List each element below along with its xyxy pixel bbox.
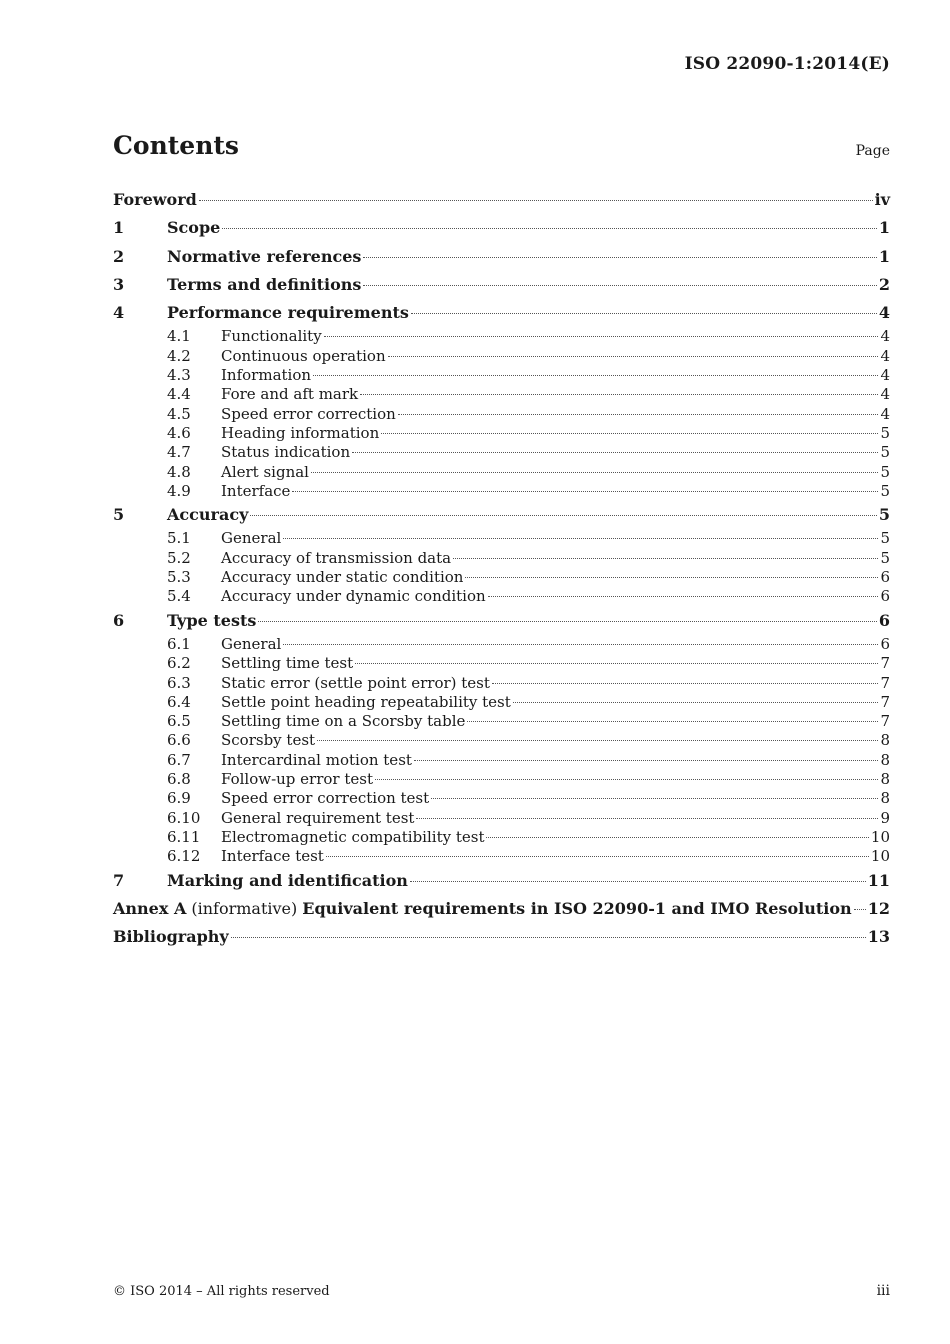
toc-entry[interactable] <box>113 271 890 299</box>
dot-leader <box>352 452 878 453</box>
dot-leader <box>465 577 878 578</box>
toc-entry-title: Information <box>221 366 312 385</box>
toc-entry[interactable] <box>113 424 890 443</box>
toc-entry[interactable] <box>113 385 890 404</box>
dot-leader <box>326 856 869 857</box>
toc-entry-title: Speed error correction <box>221 404 396 423</box>
toc-entry[interactable] <box>113 327 890 346</box>
toc-entry-title: Foreword <box>113 190 197 209</box>
toc-entry-page: 13 <box>867 927 890 947</box>
dot-leader <box>258 621 877 622</box>
toc-entry-page: 5 <box>880 462 890 481</box>
dot-leader <box>250 515 876 516</box>
toc-entry-page: 7 <box>880 654 890 673</box>
toc-entry-title: Scorsby test <box>221 731 316 750</box>
dot-leader <box>467 721 878 722</box>
toc-entry-page: 4 <box>880 327 890 346</box>
toc-entry-page: 8 <box>880 731 890 750</box>
dot-leader <box>360 394 878 395</box>
toc-entry-page: 5 <box>878 505 890 525</box>
toc-entry-number: 6.6 <box>167 731 191 750</box>
toc-entry-title: Heading information <box>221 423 380 442</box>
dot-leader <box>486 837 868 838</box>
toc-entry[interactable] <box>113 847 890 866</box>
toc-entry-number: 4.7 <box>167 443 191 462</box>
dot-leader <box>375 779 878 780</box>
toc-entry[interactable] <box>113 587 890 606</box>
toc-entry-number: 6.11 <box>167 827 201 846</box>
dot-leader <box>854 909 866 910</box>
page-number: iii <box>876 1283 890 1299</box>
toc-entry-page: 1 <box>878 218 890 238</box>
dot-leader <box>292 491 878 492</box>
dot-leader <box>231 937 866 938</box>
toc-entry[interactable] <box>113 789 890 808</box>
toc-entry-page: 8 <box>880 750 890 769</box>
toc-entry-number: 6.4 <box>167 692 191 711</box>
toc-entry-page: 5 <box>880 423 890 442</box>
dot-leader <box>488 596 879 597</box>
toc-entry-number: 6.7 <box>167 750 191 769</box>
toc-entry-page: 4 <box>880 346 890 365</box>
toc-entry[interactable] <box>113 549 890 568</box>
toc-entry[interactable] <box>113 299 890 327</box>
toc-entry-title: Type tests <box>167 610 257 630</box>
toc-entry-number: 4 <box>113 303 125 323</box>
toc-entry-title: Settle point heading repeatability test <box>221 692 511 711</box>
toc-entry[interactable] <box>113 751 890 770</box>
toc-entry-title: Accuracy under dynamic condition <box>221 587 486 606</box>
toc-entry-number: 6.3 <box>167 673 191 692</box>
toc-entry[interactable] <box>113 568 890 587</box>
toc-entry-page: 9 <box>880 808 890 827</box>
toc-entry-page: 2 <box>878 274 890 294</box>
dot-leader <box>317 740 878 741</box>
toc-entry-number: 6.12 <box>167 847 201 866</box>
toc-entry-number: 5.2 <box>167 548 191 567</box>
dot-leader <box>324 336 879 337</box>
toc-entry-title: Normative references <box>167 246 362 266</box>
toc-entry-number: 6.9 <box>167 789 191 808</box>
toc-entry[interactable] <box>113 770 890 789</box>
toc-entry-page: 5 <box>880 481 890 500</box>
toc-entry-title: General <box>221 634 282 653</box>
toc-entry[interactable] <box>113 654 890 673</box>
toc-entry-title: Interface test <box>221 847 324 866</box>
toc-entry[interactable] <box>113 712 890 731</box>
toc-entry-page: 10 <box>870 847 890 866</box>
toc-entry[interactable] <box>113 731 890 750</box>
toc-entry-number: 3 <box>113 274 125 294</box>
toc-entry[interactable] <box>113 482 890 501</box>
contents-title: Contents <box>113 131 240 160</box>
dot-leader <box>311 472 878 473</box>
toc-entry-title: Accuracy under static condition <box>221 568 464 587</box>
toc-entry[interactable] <box>113 501 890 529</box>
toc-entry-page: 6 <box>880 634 890 653</box>
toc-entry-page: 4 <box>880 404 890 423</box>
toc-entry-title: Alert signal <box>221 462 309 481</box>
toc-entry-title: Marking and identification <box>167 870 408 890</box>
toc-entry-title: General <box>221 529 282 548</box>
toc-entry-number: 4.8 <box>167 462 191 481</box>
toc-entry-page: 6 <box>878 610 890 630</box>
toc-entry-number: 6.8 <box>167 770 191 789</box>
dot-leader <box>283 538 878 539</box>
toc-entry-title: Scope <box>167 218 221 238</box>
toc-entry-title: Performance requirements <box>167 303 409 323</box>
toc-entry-page: 1 <box>878 246 890 266</box>
toc-entry-page: 4 <box>880 366 890 385</box>
dot-leader <box>355 663 878 664</box>
toc-entry-title: Electromagnetic compatibility test <box>221 827 485 846</box>
toc-entry-page: 4 <box>878 303 890 323</box>
dot-leader <box>199 200 873 201</box>
toc-entry-page: 5 <box>880 443 890 462</box>
dot-leader <box>388 356 879 357</box>
toc-entry-page: 10 <box>870 827 890 846</box>
toc-entry-number: 6.2 <box>167 654 191 673</box>
toc-entry-page: 7 <box>880 673 890 692</box>
toc-entry-page: 12 <box>867 898 890 918</box>
toc-entry[interactable] <box>113 529 890 548</box>
dot-leader <box>411 313 877 314</box>
toc-entry-title: Functionality <box>221 327 322 346</box>
toc-entry-title: General requirement test <box>221 808 415 827</box>
dot-leader <box>431 798 878 799</box>
toc-entry-number: 6.1 <box>167 634 191 653</box>
dot-leader <box>453 558 878 559</box>
toc-entry-number: 4.1 <box>167 327 191 346</box>
dot-leader <box>513 702 879 703</box>
toc-entry-page: 7 <box>880 692 890 711</box>
annex-informative: (informative) <box>191 898 298 918</box>
toc-entry-page: iv <box>874 190 890 209</box>
toc-entry-page: 6 <box>880 587 890 606</box>
page-column-label: Page <box>855 143 890 159</box>
toc-entry-page: 5 <box>880 529 890 548</box>
dot-leader <box>222 228 877 229</box>
table-of-contents <box>113 186 890 951</box>
toc-entry-number: 5.3 <box>167 568 191 587</box>
toc-entry-number: 6.5 <box>167 712 191 731</box>
toc-entry[interactable] <box>113 635 890 654</box>
toc-entry[interactable] <box>113 405 890 424</box>
toc-entry[interactable] <box>113 463 890 482</box>
toc-entry-title: Status indication <box>221 443 351 462</box>
toc-entry-number: 4.3 <box>167 366 191 385</box>
toc-entry-title: Bibliography <box>113 927 229 947</box>
toc-entry-page: 5 <box>880 548 890 567</box>
toc-entry-title: Static error (settle point error) test <box>221 673 490 692</box>
toc-entry-title: Continuous operation <box>221 346 386 365</box>
toc-entry-number: 6 <box>113 610 125 630</box>
toc-entry-number: 4.5 <box>167 404 191 423</box>
toc-entry-annex-a[interactable] <box>113 895 890 923</box>
dot-leader <box>416 818 878 819</box>
toc-entry-title: Intercardinal motion test <box>221 750 412 769</box>
dot-leader <box>381 433 878 434</box>
toc-entry[interactable] <box>113 867 890 895</box>
document-id: ISO 22090-1:2014(E) <box>684 54 890 74</box>
toc-entry-number: 4.4 <box>167 385 191 404</box>
dot-leader <box>410 881 866 882</box>
toc-entry-number: 5.4 <box>167 587 191 606</box>
toc-entry-number: 4.2 <box>167 346 191 365</box>
toc-entry[interactable] <box>113 607 890 635</box>
dot-leader <box>398 414 879 415</box>
toc-entry[interactable] <box>113 347 890 366</box>
toc-entry-number: 6.10 <box>167 808 201 827</box>
toc-entry-number: 5 <box>113 505 125 525</box>
toc-entry-page: 8 <box>880 770 890 789</box>
dot-leader <box>492 683 879 684</box>
dot-leader <box>313 375 878 376</box>
toc-entry-title: Accuracy of transmission data <box>221 548 452 567</box>
toc-entry[interactable] <box>113 809 890 828</box>
dot-leader <box>363 285 876 286</box>
toc-entry[interactable] <box>113 243 890 271</box>
toc-entry-page: 6 <box>880 568 890 587</box>
toc-entry-bibliography[interactable] <box>113 923 890 951</box>
toc-entry-number: 4.6 <box>167 423 191 442</box>
toc-entry-title: Interface <box>221 481 291 500</box>
toc-entry-page: 7 <box>880 712 890 731</box>
toc-entry[interactable] <box>113 828 890 847</box>
dot-leader <box>283 644 878 645</box>
annex-title: Equivalent requirements in ISO 22090-1 and IMO Resolution <box>302 898 852 918</box>
toc-entry-title: Speed error correction test <box>221 789 430 808</box>
toc-entry[interactable] <box>113 674 890 693</box>
toc-entry-number: 2 <box>113 246 125 266</box>
dot-leader <box>414 760 879 761</box>
toc-entry-title: Fore and aft mark <box>221 385 359 404</box>
toc-entry-number: 4.9 <box>167 481 191 500</box>
annex-label: Annex A <box>113 898 187 918</box>
toc-entry-page: 4 <box>880 385 890 404</box>
toc-entry-page: 11 <box>867 870 890 890</box>
toc-entry-title: Settling time test <box>221 654 354 673</box>
toc-entry-number: 1 <box>113 218 125 238</box>
toc-entry[interactable] <box>113 443 890 462</box>
dot-leader <box>363 257 876 258</box>
toc-entry-number: 5.1 <box>167 529 191 548</box>
toc-entry-title: Follow-up error test <box>221 770 373 789</box>
toc-entry[interactable] <box>113 214 890 242</box>
toc-entry-title: Settling time on a Scorsby table <box>221 712 466 731</box>
toc-entry-foreword[interactable] <box>113 186 890 214</box>
toc-entry-number: 7 <box>113 870 125 890</box>
toc-entry[interactable] <box>113 693 890 712</box>
toc-entry-title: Terms and definitions <box>167 274 362 294</box>
copyright-notice: © ISO 2014 – All rights reserved <box>113 1284 330 1299</box>
toc-entry-title: Accuracy <box>167 505 249 525</box>
toc-entry[interactable] <box>113 366 890 385</box>
toc-entry-page: 8 <box>880 789 890 808</box>
